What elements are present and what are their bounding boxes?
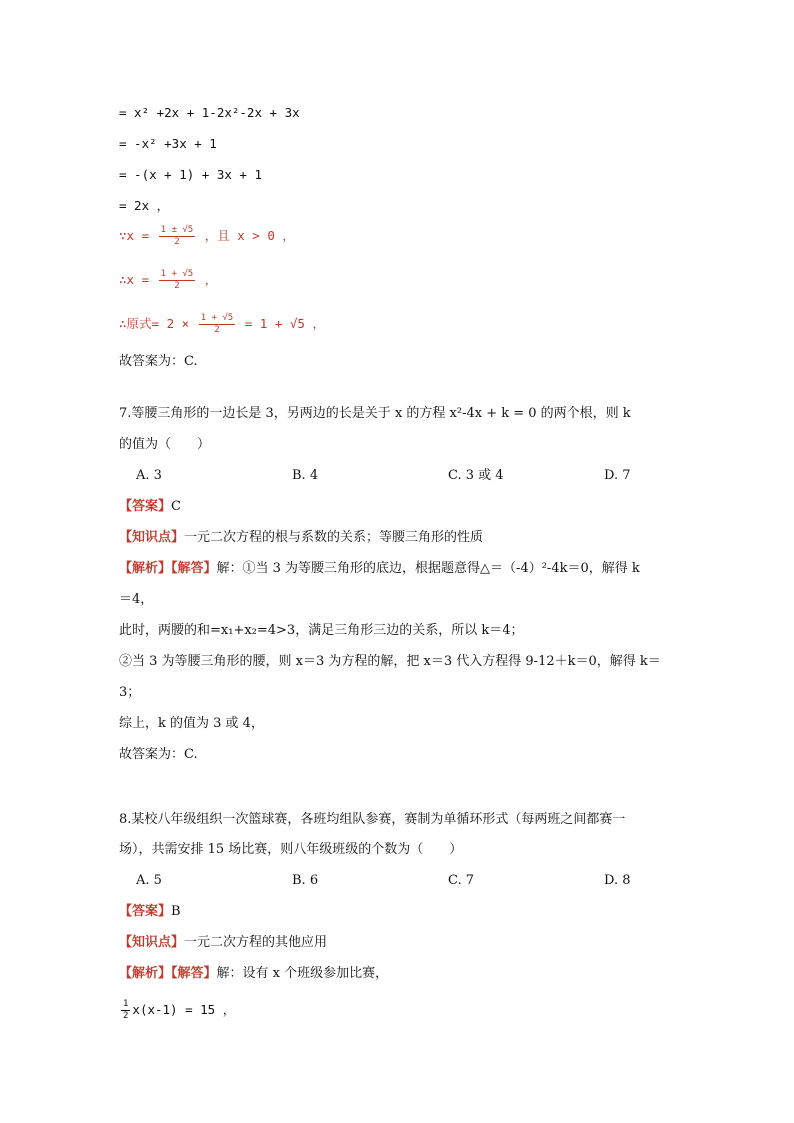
q7-analysis-line-4: ②当 3 为等腰三角形的腰，则 x＝3 为方程的解，把 x＝3 代入方程得 9-12＋k＝0，解得 k＝	[119, 654, 661, 669]
condition-line	[119, 226, 295, 247]
q7-analysis-line-3: 此时，两腰的和=x₁+x₂=4>3，满足三角形三边的关系，所以 k＝4；	[119, 623, 524, 638]
q7-stem-line-1: 7.等腰三角形的一边长是 3，另两边的长是关于 x 的方程 x²-4x + k = 0 的两个根，则 k	[119, 406, 631, 421]
q7-knowledge-value: 一元二次方程的根与系数的关系；等腰三角形的性质	[184, 530, 484, 545]
solution-step-4: = 2x ，	[119, 198, 170, 213]
q8-knowledge-tag: 【知识点】	[119, 935, 185, 950]
q8-stem-line-2: 场），共需安排 15 场比赛，则八年级班级的个数为（ ）	[119, 842, 463, 857]
original-expression-line	[119, 314, 325, 335]
original-suffix: = 1 + √5 ，	[244, 316, 325, 331]
q8-answer-value: B	[171, 904, 181, 919]
q7-answer-tag: 【答案】	[119, 499, 172, 514]
q8-half-numerator: 1	[123, 999, 129, 1009]
q7-analysis-line-2: ＝4，	[119, 592, 154, 607]
q7-option-b: B. 4	[292, 468, 319, 483]
q7-stem-line-2: 的值为（ ）	[119, 437, 211, 452]
root-numerator: 1 + √5	[160, 269, 194, 279]
q8-knowledge-line	[119, 934, 327, 952]
q7-answer-value: C	[171, 499, 181, 514]
q8-option-a: A. 5	[136, 873, 162, 888]
q8-answer-tag: 【答案】	[119, 904, 172, 919]
root-denominator: 2	[174, 281, 180, 291]
q8-stem-line-1: 8.某校八年级组织一次篮球赛，各班均组队参赛，赛制为单循环形式（每两班之间都赛一	[119, 812, 626, 827]
condition-numerator: 1 ± √5	[160, 225, 194, 235]
q7-analysis-tag: 【解析】【解答】	[119, 561, 217, 576]
q8-half-denominator: 2	[123, 1011, 129, 1021]
original-denominator: 2	[214, 325, 220, 335]
condition-suffix: ，且 x > 0 ，	[204, 228, 295, 243]
q8-knowledge-value: 一元二次方程的其他应用	[184, 935, 328, 950]
q7-analysis-line-6: 综上，k 的值为 3 或 4，	[119, 716, 264, 731]
q8-analysis-tag: 【解析】【解答】	[119, 966, 217, 981]
condition-prefix: ∵x =	[119, 228, 150, 243]
root-prefix: ∴x =	[119, 272, 150, 287]
q8-analysis-text-1: 解：设有 x 个班级参加比赛，	[216, 966, 389, 981]
q8-answer-line	[119, 903, 181, 921]
condition-denominator: 2	[174, 237, 180, 247]
solution-step-3: = -(x + 1) + 3x + 1	[119, 167, 262, 182]
q7-analysis-line-7: 故答案为：C.	[119, 747, 198, 762]
q8-option-d: D. 8	[604, 873, 631, 888]
q8-half-fraction	[121, 1000, 130, 1021]
q7-knowledge-tag: 【知识点】	[119, 530, 185, 545]
q8-equation-line	[119, 1000, 235, 1021]
root-line	[119, 270, 217, 291]
q7-option-d: D. 7	[604, 468, 631, 483]
q7-option-c: C. 3 或 4	[448, 468, 504, 483]
q8-equation-rest: x(x-1) = 15 ，	[132, 1002, 236, 1017]
q7-answer-line	[119, 498, 181, 516]
q7-knowledge-line	[119, 529, 483, 547]
condition-fraction	[159, 226, 196, 247]
original-numerator: 1 + √5	[200, 313, 234, 323]
original-prefix: ∴原式= 2 ×	[119, 316, 190, 331]
q7-option-a: A. 3	[136, 468, 162, 483]
original-fraction	[199, 314, 236, 335]
q7-analysis-line-1	[119, 560, 640, 578]
q7-analysis-text-1: 解：①当 3 为等腰三角形的底边，根据题意得△＝（-4）²-4k＝0，解得 k	[216, 561, 640, 576]
solution6-final: 故答案为：C.	[119, 354, 198, 369]
q8-option-c: C. 7	[448, 873, 475, 888]
q8-analysis-line-1	[119, 965, 388, 983]
q8-option-b: B. 6	[292, 873, 319, 888]
solution-step-1: = x² +2x + 1-2x²-2x + 3x	[119, 105, 300, 120]
q7-analysis-line-5: 3；	[119, 685, 141, 700]
root-fraction	[159, 270, 196, 291]
root-suffix: ，	[204, 272, 218, 287]
solution-step-2: = -x² +3x + 1	[119, 136, 217, 151]
